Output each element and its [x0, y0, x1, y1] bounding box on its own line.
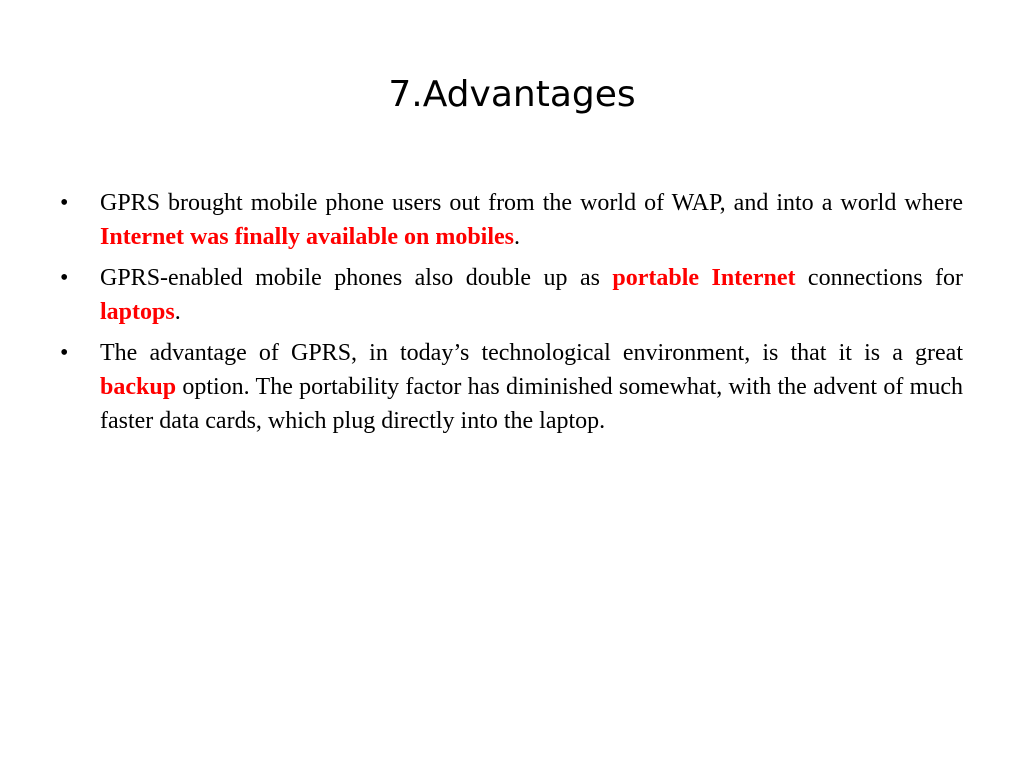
highlighted-text: backup [100, 374, 177, 400]
bullet-icon: • [60, 190, 69, 216]
highlighted-text: Internet was finally available on mobiles [100, 224, 515, 250]
bullet-text: . [514, 224, 521, 250]
bullet-text: connections for [795, 265, 963, 291]
bullet-item [60, 261, 963, 329]
bullet-icon: • [60, 265, 69, 291]
bullet-list [60, 186, 963, 445]
bullet-item [60, 336, 963, 438]
bullet-item [60, 186, 963, 254]
bullet-text: GPRS brought mobile phone users out from the world of WAP, and into a world where [100, 190, 963, 216]
highlighted-text: portable Internet [612, 265, 796, 291]
bullet-text: option. The portability factor has diminished somewhat, with the advent of much faster data cards, which plug directly into the laptop. [100, 374, 963, 434]
slide-title: 7.Advantages [388, 74, 636, 115]
bullet-icon: • [60, 340, 69, 366]
bullet-text: The advantage of GPRS, in today’s technological environment, is that it is a great [100, 340, 963, 366]
bullet-text: . [174, 299, 181, 325]
bullet-text: GPRS-enabled mobile phones also double up as [100, 265, 613, 291]
highlighted-text: laptops [100, 299, 175, 325]
